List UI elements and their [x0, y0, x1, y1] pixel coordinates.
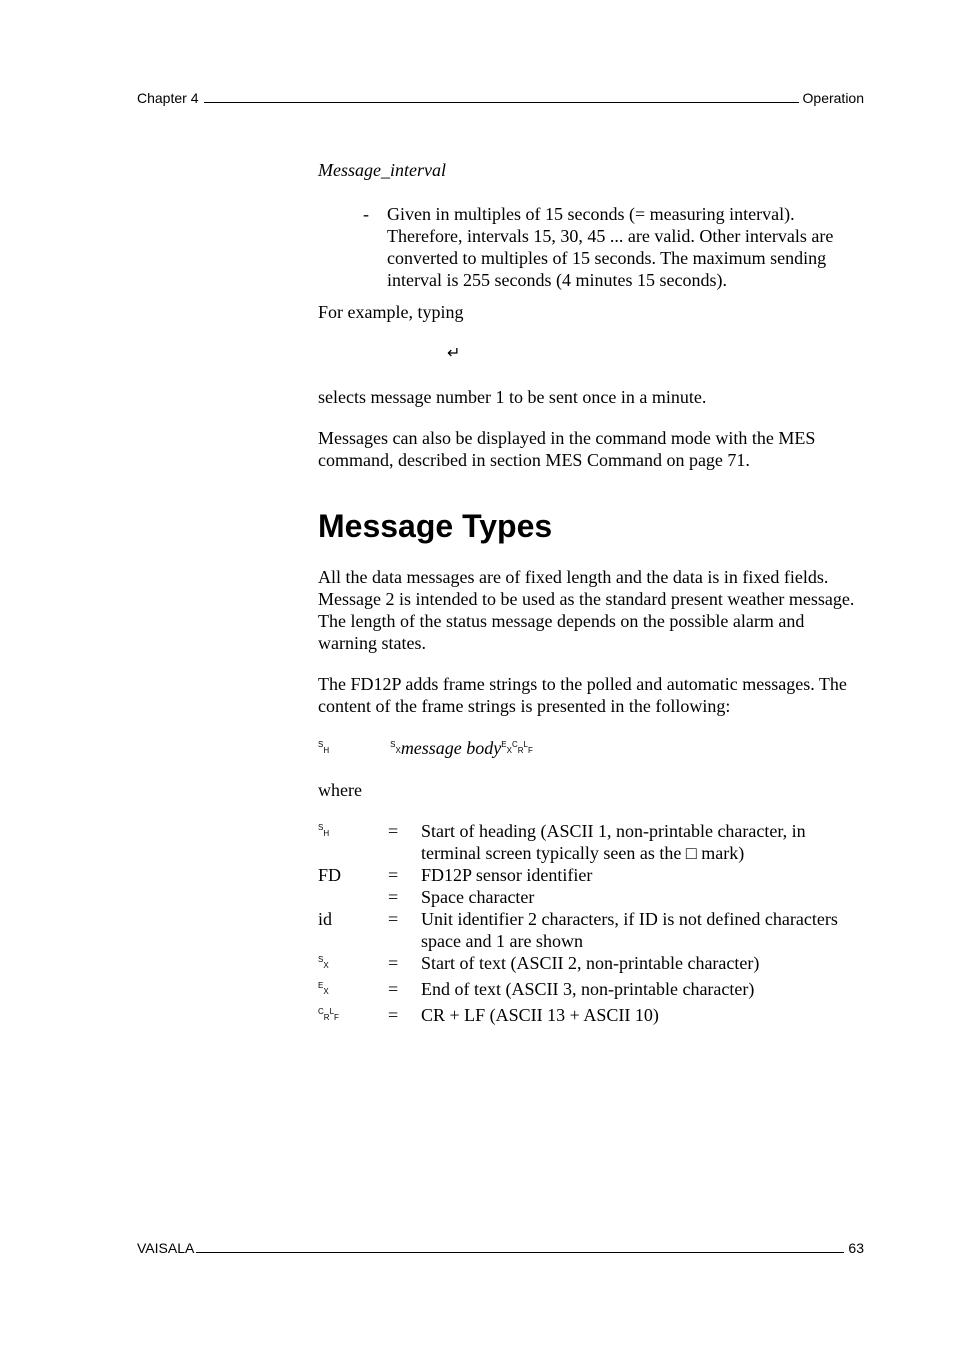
example-intro: For example, typing: [318, 302, 464, 322]
definition-equals: =: [388, 1005, 399, 1025]
header-section: Operation: [802, 90, 864, 106]
example-result: selects message number 1 to be sent once in a minute.: [318, 387, 707, 407]
footer-company: VAISALA: [137, 1240, 195, 1256]
mes-note: Messages can also be displayed in the command mode with the MES command, described in section MES Command on page 71.: [318, 428, 816, 470]
definition-row: [318, 952, 858, 978]
definition-row: [318, 864, 858, 886]
definition-description: CR + LF (ASCII 13 + ASCII 10): [421, 1005, 659, 1025]
definition-equals: =: [388, 979, 399, 999]
definition-equals: =: [388, 887, 399, 907]
page-header: [137, 90, 864, 106]
bullet-text: Given in multiples of 15 seconds (= measuring interval). Therefore, intervals 15, 30, 45 ... are valid. Other intervals are converted to multiples of 15 seconds. The maximum sending interval is 255 seconds (4 minutes 15 seconds).: [387, 204, 834, 290]
footer-rule: [196, 1252, 844, 1253]
paragraph-frame-strings: The FD12P adds frame strings to the polled and automatic messages. The content of the frame strings is presented in the following:: [318, 674, 847, 716]
header-rule: [204, 102, 798, 103]
definition-row: [318, 978, 858, 1004]
definition-equals: =: [388, 953, 399, 973]
definition-term: SX: [318, 955, 329, 970]
definition-equals: =: [388, 865, 399, 885]
message-body-label: message body: [400, 738, 502, 758]
definition-description: FD12P sensor identifier: [421, 865, 593, 885]
definition-term: CRLF: [318, 1007, 339, 1022]
definitions-list: [318, 820, 858, 1030]
definition-equals: =: [388, 821, 399, 841]
bullet-dash: -: [363, 204, 369, 224]
definition-term: SH: [318, 823, 330, 838]
definition-description: Start of text (ASCII 2, non-printable character): [421, 953, 760, 973]
start-of-heading-symbol: SH: [318, 740, 330, 755]
definition-row: [318, 908, 858, 952]
definition-row: [318, 1004, 858, 1030]
definition-row: [318, 886, 858, 908]
page-footer: [137, 1240, 864, 1256]
where-label: where: [318, 780, 362, 800]
definition-term: id: [318, 909, 333, 929]
definition-term: FD: [318, 865, 342, 885]
frame-string-format: [318, 738, 533, 762]
definition-term: EX: [318, 981, 329, 996]
definition-description: End of text (ASCII 3, non-printable character): [421, 979, 755, 999]
param-name: Message_interval: [318, 160, 446, 180]
end-of-text-symbol: EX: [501, 740, 512, 755]
bullet-item: [363, 203, 843, 291]
definition-equals: =: [388, 909, 399, 929]
definition-description: Unit identifier 2 characters, if ID is not defined characters space and 1 are shown: [421, 909, 838, 951]
definition-row: [318, 820, 858, 864]
definition-description: Space character: [421, 887, 535, 907]
enter-key-icon: ↵: [447, 345, 461, 362]
definition-description: Start of heading (ASCII 1, non-printable character, in terminal screen typically seen as the □ mark): [421, 821, 806, 863]
paragraph-fixed-length: All the data messages are of fixed length and the data is in fixed fields. Message 2 is intended to be used as the standard present weather message. The length of the status message depends on the possible alarm and warning states.: [318, 567, 855, 653]
line-feed-symbol: LF: [523, 740, 533, 755]
definition-term: [318, 886, 388, 908]
start-of-text-symbol: SX: [390, 740, 401, 755]
section-title: Message Types: [318, 508, 553, 544]
carriage-return-symbol: CR: [511, 740, 524, 755]
header-chapter: Chapter 4: [137, 90, 199, 106]
page-number: 63: [848, 1240, 864, 1256]
